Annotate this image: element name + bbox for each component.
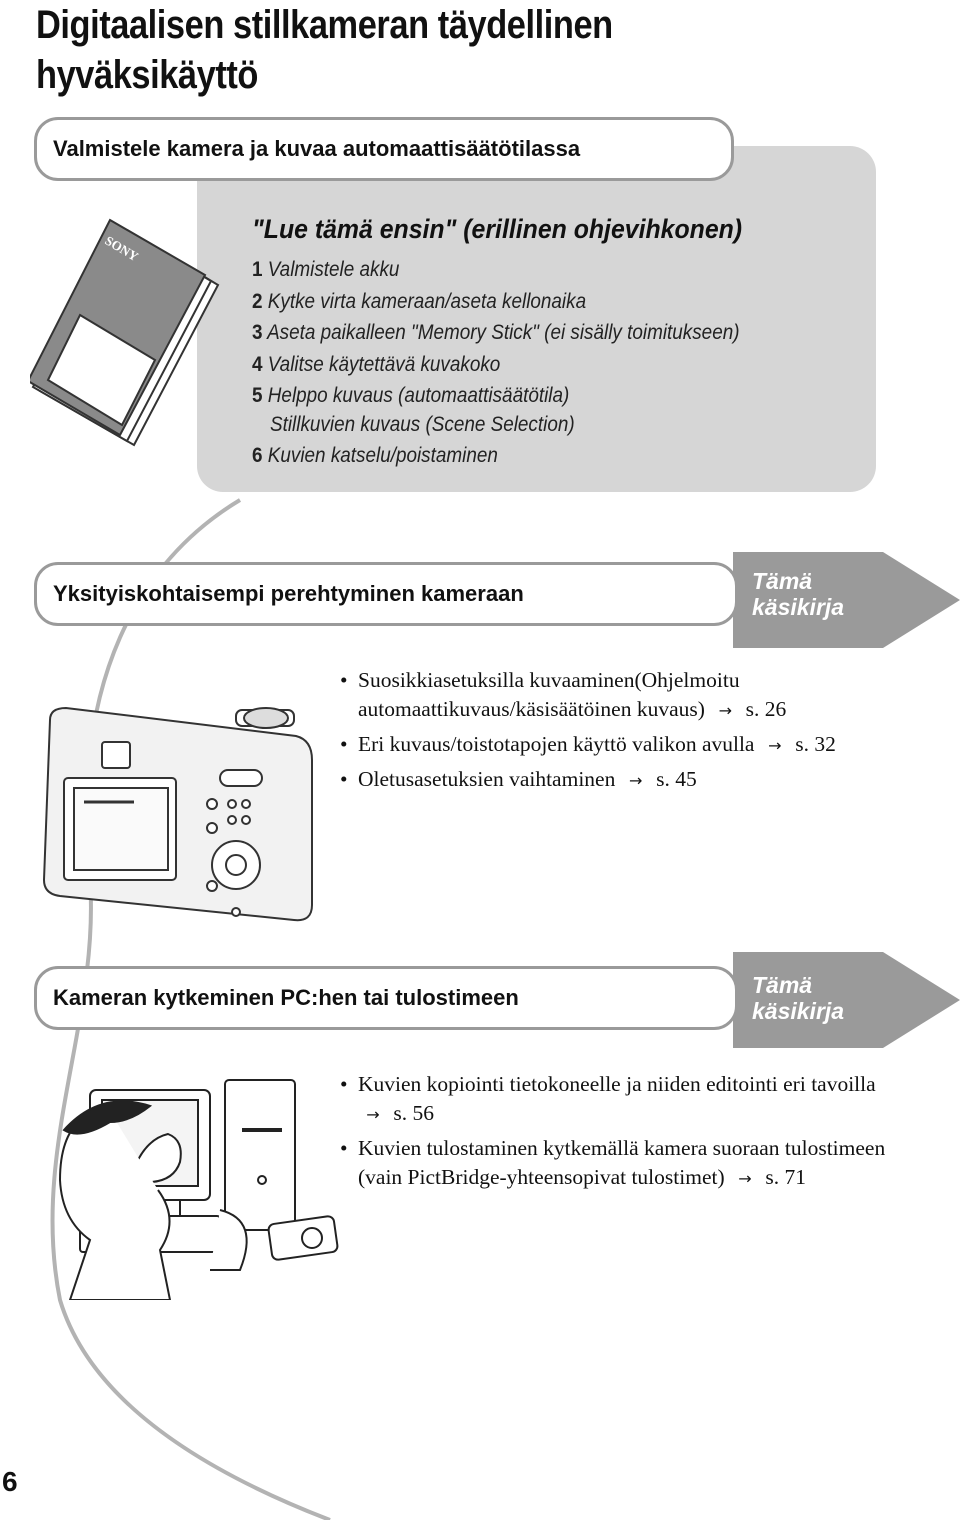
connect-bullet-item <box>340 1134 885 1193</box>
step-number: 5 <box>252 384 263 407</box>
manual-tab-line-1: Tämä <box>752 972 813 998</box>
page-reference-link[interactable]: s. 26 <box>745 697 787 721</box>
bullet-text: (vain PictBridge-yhteensopivat tulostimet) <box>358 1165 725 1189</box>
section-heading-detail <box>34 562 738 626</box>
section-heading-connect-text: Kameran kytkeminen PC:hen tai tulostimeen <box>53 985 519 1010</box>
page-reference-link[interactable]: s. 56 <box>393 1101 434 1125</box>
step-text: Valitse käytettävä kuvakoko <box>267 352 501 376</box>
page-reference-link[interactable]: s. 71 <box>765 1165 806 1189</box>
step-text: Helppo kuvaus (automaattisäätötila) <box>267 384 570 407</box>
step-text: Kuvien katselu/poistaminen <box>267 444 498 467</box>
detail-bullet-item <box>340 730 836 760</box>
bullet-text: Suosikkiasetuksilla kuvaaminen(Ohjelmoitu <box>358 668 740 692</box>
manual-tab-detail <box>752 568 844 620</box>
step-subtext: Stillkuvien kuvaus (Scene Selection) <box>270 412 575 436</box>
step-number: 3 <box>252 321 263 344</box>
section-heading-detail-text: Yksityiskohtaisempi perehtyminen kameraan <box>53 581 524 606</box>
arrow-right-icon: → <box>738 1169 752 1188</box>
step-number: 6 <box>252 444 263 467</box>
bullet-text: Kuvien tulostaminen kytkemällä kamera suoraan tulostimeen <box>358 1136 886 1160</box>
quick-step <box>252 317 740 349</box>
step-number: 4 <box>252 352 263 376</box>
booklet-brand: SONY <box>102 232 142 265</box>
arrow-right-icon: → <box>718 701 732 720</box>
bullet-text: Eri kuvaus/toistotapojen käyttö valikon avulla <box>358 732 755 756</box>
detail-bullet-item <box>340 765 836 795</box>
manual-tab-connect <box>752 972 844 1024</box>
pc-user-illustration <box>50 1070 350 1300</box>
booklet-illustration <box>30 215 240 455</box>
bullet-text: Kuvien kopiointi tietokoneelle ja niiden editointi eri tavoilla <box>358 1072 876 1096</box>
section-heading-connect <box>34 966 738 1030</box>
page-title <box>36 0 613 100</box>
step-number: 1 <box>252 258 263 281</box>
section-heading-prepare-text: Valmistele kamera ja kuvaa automaattisäätötilassa <box>53 136 581 161</box>
section-heading-prepare <box>34 117 734 181</box>
step-text: Aseta paikalleen "Memory Stick" (ei sisälly toimitukseen) <box>267 321 740 344</box>
manual-tab-line-2: käsikirja <box>752 594 845 620</box>
connect-bullet-item <box>340 1070 885 1129</box>
manual-tab-line-2: käsikirja <box>752 998 845 1024</box>
bullet-text: Oletusasetuksien vaihtaminen <box>358 767 616 791</box>
step-text: Valmistele akku <box>267 258 400 281</box>
page-reference-link[interactable]: s. 32 <box>795 732 836 756</box>
connect-bullets <box>340 1070 885 1193</box>
booklet-title: "Lue tämä ensin" (erillinen ohjevihkonen) <box>252 214 743 244</box>
arrow-right-icon: → <box>629 771 643 790</box>
page-number: 6 <box>2 1466 18 1497</box>
quick-step <box>252 349 740 381</box>
step-number: 2 <box>252 289 263 313</box>
arrow-right-icon: → <box>366 1105 380 1124</box>
quick-step <box>252 380 740 440</box>
page-title-line-2: hyväksikäyttö <box>36 53 258 97</box>
step-text: Kytke virta kameraan/aseta kellonaika <box>267 289 587 313</box>
page-reference-link[interactable]: s. 45 <box>656 767 697 791</box>
quick-step <box>252 286 740 318</box>
quick-step <box>252 440 740 472</box>
quick-step <box>252 254 740 286</box>
arrow-right-icon: → <box>768 736 782 755</box>
camera-illustration <box>36 700 321 930</box>
quick-steps-list <box>252 254 740 472</box>
page-title-line-1: Digitaalisen stillkameran täydellinen <box>36 3 613 47</box>
manual-tab-line-1: Tämä <box>752 568 813 594</box>
detail-bullet-item <box>340 666 836 725</box>
bullet-text: automaattikuvaus/käsisäätöinen kuvaus) <box>358 697 705 721</box>
detail-bullets <box>340 666 836 795</box>
